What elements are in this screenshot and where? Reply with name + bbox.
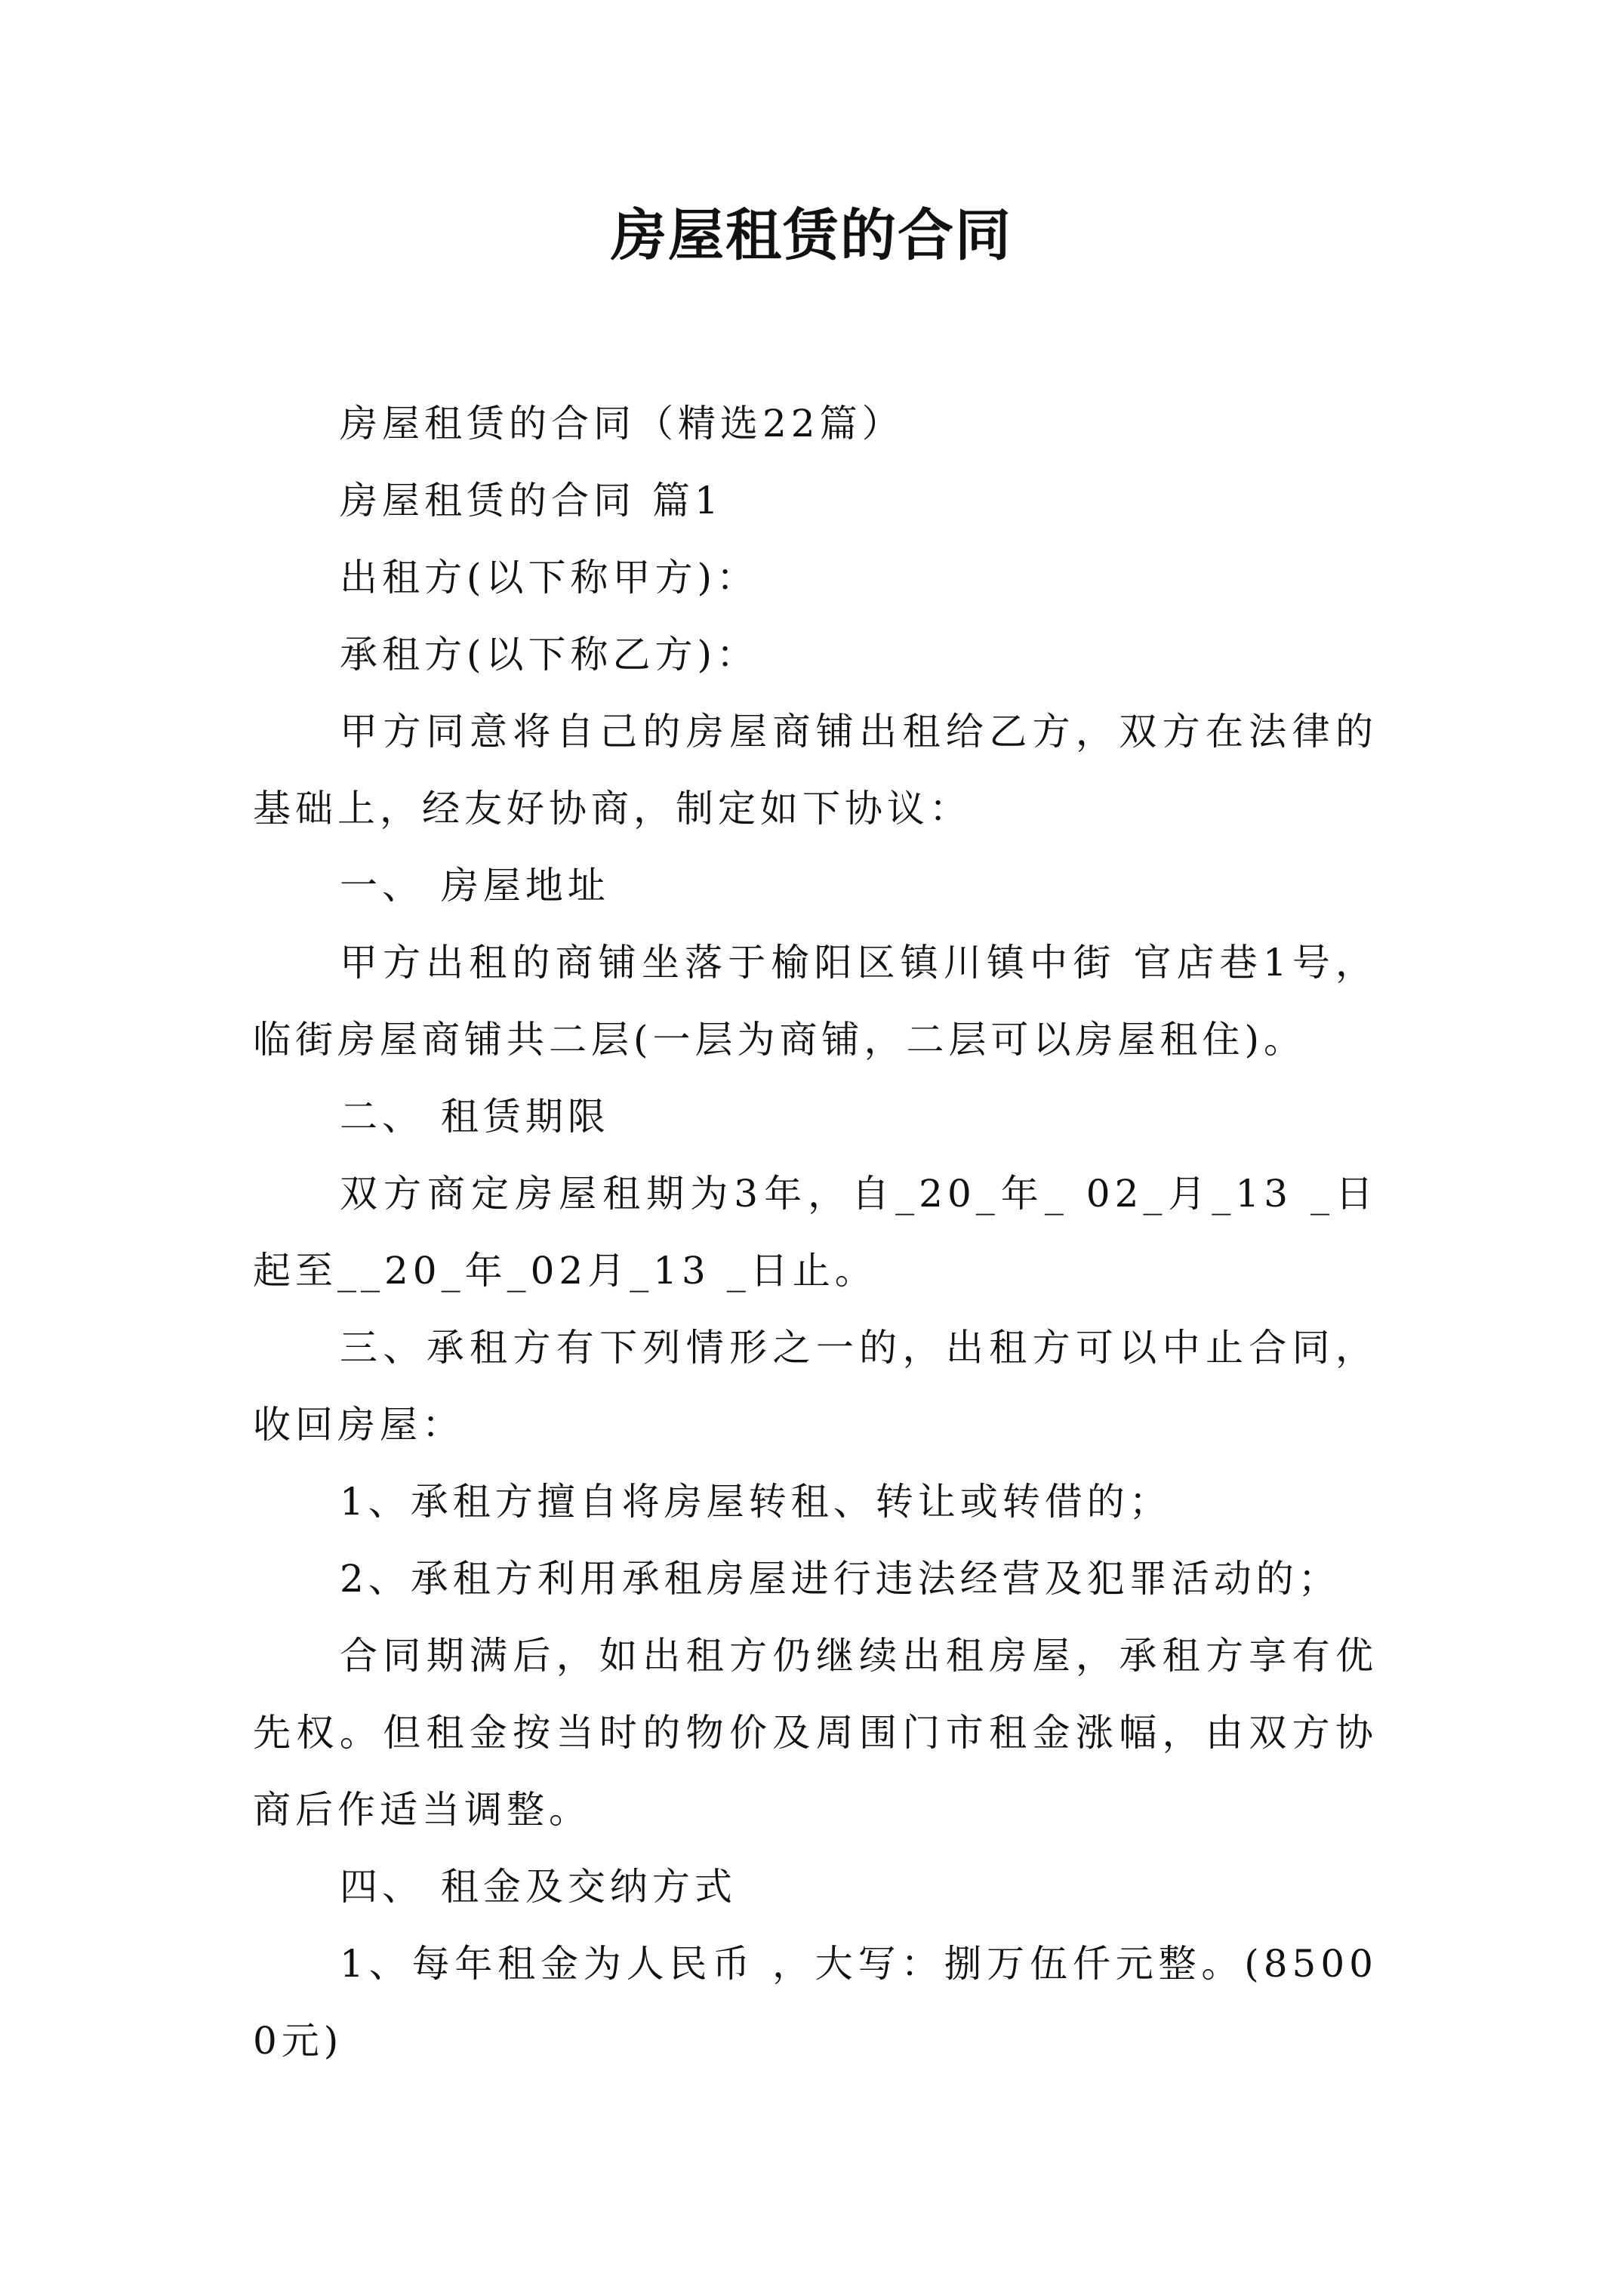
section-heading-address: 一、 房屋地址 [340,864,610,908]
section-heading-term: 二、 租赁期限 [340,1095,610,1139]
paragraph-item-2: 2、承租方利用承租房屋进行违法经营及犯罪活动的； [340,1557,1341,1601]
paragraph-rent-amount: 1、每年租金为人民币 ，大写：捌万伍仟元整。(85000元) [253,1942,1378,2063]
document-body [253,385,1378,2079]
paragraph-intro: 甲方同意将自己的房屋商铺出租给乙方，双方在法律的基础上，经友好协商，制定如下协议： [253,710,1378,831]
paragraph-lessee: 承租方(以下称乙方)： [340,633,759,676]
paragraph-termination: 三、承租方有下列情形之一的，出租方可以中止合同，收回房屋： [253,1326,1378,1447]
document-title: 房屋租赁的合同 [611,203,1012,268]
paragraph-chapter-heading: 房屋租赁的合同 篇1 [340,479,723,522]
section-heading-rent: 四、 租金及交纳方式 [340,1865,737,1909]
paragraph-term: 双方商定房屋租期为3年，自_20_年_ 02_月_13 _日起至__20_年_02月_13 _日止。 [253,1172,1378,1293]
paragraph-address: 甲方出租的商铺坐落于榆阳区镇川镇中街 官店巷1号，临街房屋商铺共二层(一层为商铺，二层可以房屋租住)。 [253,941,1378,1062]
paragraph-lessor: 出租方(以下称甲方)： [340,556,759,599]
paragraph-renewal: 合同期满后，如出租方仍继续出租房屋，承租方享有优先权。但租金按当时的物价及周围门市租金涨幅，由双方协商后作适当调整。 [253,1634,1378,1832]
paragraph-subtitle: 房屋租赁的合同（精选22篇） [340,402,904,445]
paragraph-item-1: 1、承租方擅自将房屋转租、转让或转借的； [340,1480,1172,1524]
